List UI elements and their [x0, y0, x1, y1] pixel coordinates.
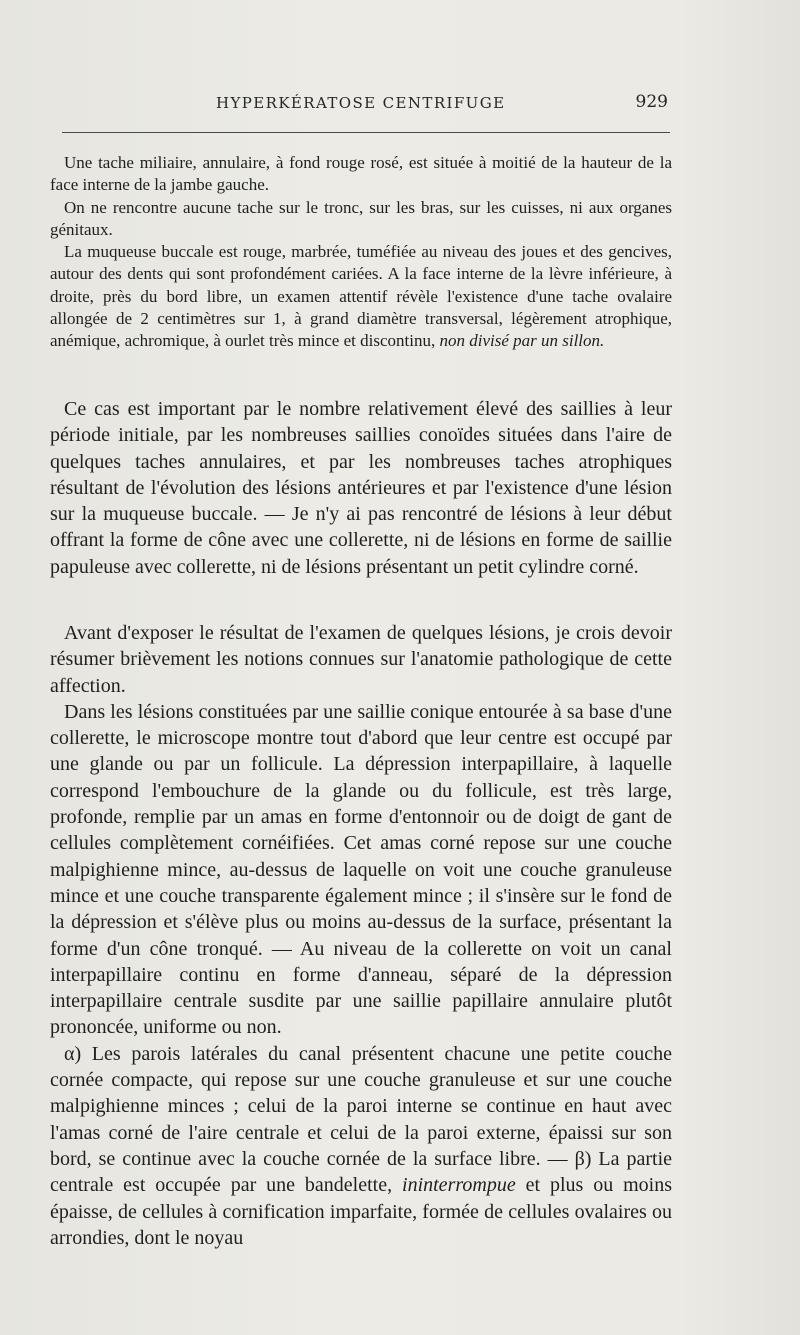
anatomy-block	[50, 620, 672, 1251]
header-rule	[62, 132, 670, 133]
paragraph-case-importance: Ce cas est important par le nombre relativement élevé des saillies à leur période initiale, par les nombreuses saillies conoïdes situées dans l'aire de quelques taches annulaires, et par les nombreuses taches atrophiques résultant de l'évolution des lésions antérieures et par l'existence d'une lésion sur la muqueuse buccale. — Je n'y ai pas rencontré de lésions à leur début offrant la forme de cône avec une collerette, ni de lésions en forme de saillie papuleuse avec collerette, ni de lésions présentant un petit cylindre corné.	[50, 398, 672, 578]
paragraph-oral-mucosa	[50, 241, 672, 352]
running-head	[60, 92, 670, 118]
oral-mucosa-text: La muqueuse buccale est rouge, marbrée, tuméfiée au niveau des joues et des gencives, autour des dents qui sont profondément cariées. A la face interne de la lèvre inférieure, à droite, près du bord libre, un examen attentif révèle l'existence d'une tache ovalaire allongée de 2 centimètres sur 1, à grand diamètre transversal, légèrement atrophique, anémique, achromique, à ourlet très mince et discontinu,	[50, 242, 672, 351]
running-title: HYPERKÉRATOSE CENTRIFUGE	[216, 94, 506, 112]
paragraph-canal-walls	[50, 1041, 672, 1251]
page-number: 929	[635, 92, 668, 112]
canal-walls-text: α) Les parois latérales du canal présentent chacune une petite couche cornée compacte, qui repose sur une couche granuleuse et sur une couche malpighienne minces ; celui de la paroi interne se continue en haut avec l'amas corné de l'aire centrale et celui de la paroi externe, épaissi sur son bord, se continue avec la couche cornée de la surface libre. — β) La partie centrale est occupée par une bandelette,	[50, 1042, 672, 1197]
canal-walls-text-end: et plus ou moins épaisse, de cellules à cornification imparfaite, formée de cellules ovalaires ou arrondies, dont le noyau	[50, 1174, 672, 1249]
canal-walls-italic: ininterrompue	[402, 1174, 516, 1197]
paragraph-anatomy-intro: Avant d'exposer le résultat de l'examen de quelques lésions, je crois devoir résumer brièvement les notions connues sur l'anatomie pathologique de cette affection.	[50, 622, 672, 697]
case-description-block	[50, 152, 672, 353]
paragraph-leg-spot: Une tache miliaire, annulaire, à fond rouge rosé, est située à moitié de la hauteur de la face interne de la jambe gauche.	[50, 153, 672, 195]
oral-mucosa-italic: non divisé par un sillon.	[439, 331, 605, 351]
case-commentary-block	[50, 396, 672, 580]
paragraph-microscope-findings: Dans les lésions constituées par une saillie conique entourée à sa base d'une collerette, le microscope montre tout d'abord que leur centre est occupé par une glande ou par un follicule. La dépression interpapillaire, à laquelle correspond l'embouchure de la glande ou du follicule, est très large, profonde, remplie par un amas en forme d'entonnoir ou de doigt de gant de cellules complètement cornéifiées. Cet amas corné repose sur une couche malpighienne mince, au-dessus de laquelle on voit une couche granuleuse mince et une couche transparente également mince ; il s'insère sur le fond de la dépression et s'élève plus ou moins au-dessus de la surface, présentant la forme d'un cône tronqué. — Au niveau de la collerette on voit un canal interpapillaire continu en forme d'anneau, séparé de la dépression interpapillaire centrale susdite par une saillie papillaire annulaire plutôt prononcée, uniforme ou non.	[50, 700, 672, 1039]
paragraph-no-other-spots: On ne rencontre aucune tache sur le tronc, sur les bras, sur les cuisses, ni aux organes génitaux.	[50, 197, 672, 239]
